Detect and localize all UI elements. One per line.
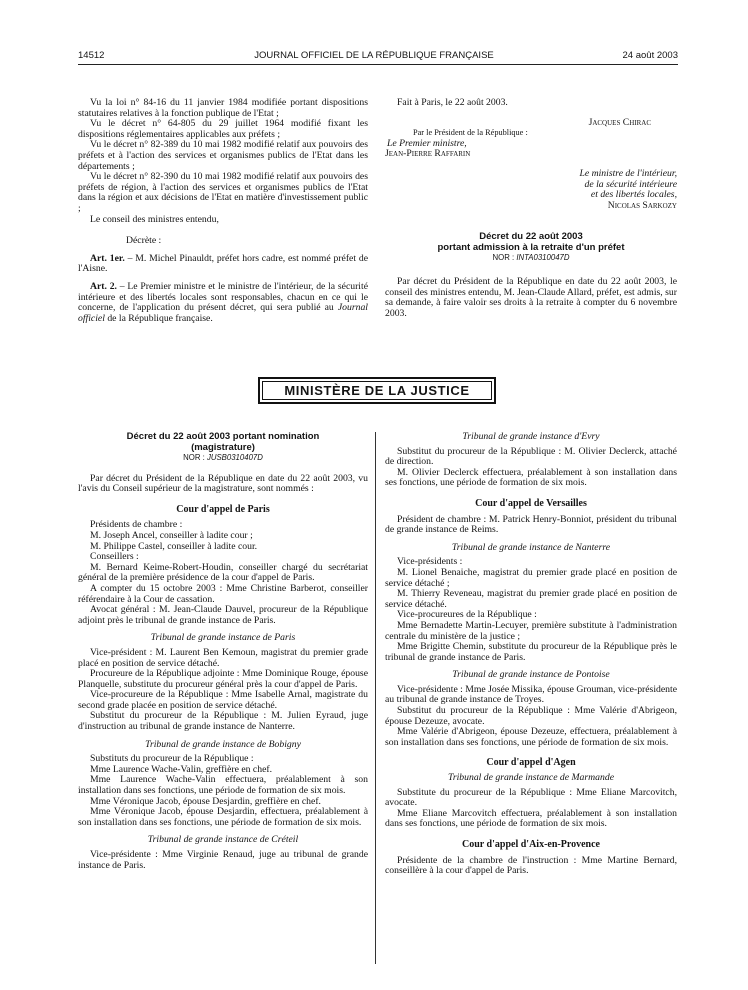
decree-title: Décret du 22 août 2003 portant nomination: [126, 431, 320, 442]
appointment-line: M. Joseph Ancel, conseiller à ladite cour ;: [90, 529, 253, 541]
header-rule: [78, 64, 678, 65]
appointment-line: Avocat général : M. Jean-Claude Dauvel, procureur de la République adjoint près le tribunal de grande instance de Paris.: [78, 604, 368, 626]
appointment-line: Substitut du procureur de la République : M. Julien Eyraud, juge d'instruction au tribunal de grande instance de Nanterre.: [78, 710, 368, 733]
appointment-line: Mme Brigitte Chemin, substitute du procureur de la République près le tribunal de grande instance de Paris.: [385, 641, 677, 663]
appointment-line: Vice-président : M. Laurent Ben Kemoun, magistrat du premier grade placé en position de service détaché.: [78, 646, 368, 669]
appointment-line: M. Thierry Reveneau, magistrat du premier grade placé en position de service détaché.: [385, 588, 677, 610]
vu-paragraph: Vu le décret n° 64-805 du 29 juillet 1964 modifié fixant les dispositions réglementaires applicables aux préfets ;: [78, 118, 368, 140]
nor-code: JUSB0310407D: [206, 453, 263, 462]
tribunal-heading: Tribunal de grande instance de Nanterre: [451, 541, 611, 553]
fait-a-paris: Fait à Paris, le 22 août 2003.: [397, 97, 508, 108]
appointment-line: Substitut du procureur de la République : Mme Valérie d'Abrigeon, épouse Dezeuze, avocate.: [385, 705, 677, 727]
decree-title: (magistrature): [191, 441, 255, 453]
appointment-line: Présidente de la chambre de l'instruction : Mme Martine Bernard, conseillère à la cour d'appel de Paris.: [385, 854, 677, 877]
bottom-left-column: [78, 432, 368, 871]
appointment-line: Conseillers :: [90, 551, 139, 563]
appointment-line: Substitut du procureur de la République : M. Olivier Declerck, attaché de direction.: [385, 445, 677, 468]
court-heading: Cour d'appel de Versailles: [475, 497, 587, 509]
appointment-line: Substituts du procureur de la République :: [90, 753, 254, 765]
court-heading: Cour d'appel de Paris: [176, 503, 270, 515]
prime-minister-title: Le Premier ministre,: [387, 137, 467, 149]
vu-paragraph: Vu le décret n° 82-390 du 10 mai 1982 modifié relatif aux pouvoirs des préfets de région, à l'action des services et organismes publics de l'Etat dans la région et aux décisions de l'Etat en matière d'investissement public ;: [78, 171, 368, 214]
appointment-line: Vice-présidente : Mme Josée Missika, épouse Grouman, vice-présidente au tribunal de grande instance de Troyes.: [385, 683, 678, 706]
appointment-line: Procureure de la République adjointe : Mme Dominique Rouge, épouse Planquelle, substitute du procureur général près la cour d'appel de Paris.: [78, 668, 368, 690]
tribunal-heading: Tribunal de grande instance de Bobigny: [145, 738, 301, 750]
appointment-line: Président de chambre : M. Patrick Henry-Bonniot, président du tribunal de grande instance de Reims.: [385, 513, 677, 536]
president-signature: Jacques Chirac: [588, 116, 651, 128]
appointment-line: Mme Valérie d'Abrigeon, épouse Dezeuze, effectuera, préalablement à son installation dans ses fonctions, une période de formation de six mois.: [385, 726, 677, 748]
article-2-text-end: de la République française.: [104, 312, 213, 324]
vu-paragraph: Vu la loi n° 84-16 du 11 janvier 1984 modifiée portant dispositions statutaires relatives à la fonction publique de l'Etat ;: [78, 97, 368, 119]
article-1-text: – M. Michel Pinauldt, préfet hors cadre, est nommé préfet de l'Aisne.: [78, 252, 369, 275]
decree-intro: Par décret du Président de la République en date du 22 août 2003, vu l'avis du Conseil supérieur de la magistrature, sont nommés :: [78, 472, 368, 495]
article-2-text: – Le Premier ministre et le ministre de l'intérieur, de la sécurité intérieure et des libertés locales sont responsables, chacun en ce qui le concerne, de l'application du présent décret, qui sera publié au: [78, 280, 368, 314]
appointment-line: Vice-présidente : Mme Virginie Renaud, juge au tribunal de grande instance de Paris.: [78, 849, 368, 871]
article-1: [78, 254, 368, 275]
minister-title: Le ministre de l'intérieur,: [579, 167, 677, 179]
nor-reference: [78, 453, 368, 464]
appointment-line: Présidents de chambre :: [90, 519, 183, 531]
nor-label: NOR :: [492, 253, 517, 263]
minister-title: et des libertés locales,: [590, 189, 677, 201]
court-heading: Cour d'appel d'Aix-en-Provence: [462, 839, 600, 850]
par-le-president: Par le Président de la République :: [413, 128, 528, 138]
decrete-label: Décrète :: [126, 235, 162, 247]
appointment-line: Vice-procureures de la République :: [397, 609, 537, 621]
appointment-line: Mme Laurence Wache-Valin effectuera, préalablement à son installation dans ses fonctions, une période de formation de six mois.: [78, 774, 368, 797]
tribunal-heading: Tribunal de grande instance de Créteil: [147, 834, 299, 846]
article-1-label: Art. 1er.: [90, 252, 125, 264]
page-number: 14512: [78, 50, 105, 61]
minister-name: Nicolas Sarkozy: [607, 199, 677, 211]
appointment-line: Mme Eliane Marcovitch effectuera, préalablement à son installation dans ses fonctions, une période de formation de six mois.: [385, 807, 677, 830]
appointment-line: M. Bernard Keime-Robert-Houdin, conseiller chargé du secrétariat général de la première présidence de la cour d'appel de Paris.: [78, 561, 368, 584]
decree-body: Par décret du Président de la République en date du 22 août 2003, le conseil des ministres entendu, M. Jean-Claude Allard, préfet, est admis, sur sa demande, à faire valoir ses droits à la retraite à compter du 6 novembre 2003.: [385, 275, 677, 319]
appointment-line: Vice-présidents :: [397, 556, 463, 568]
decree-title: Décret du 22 août 2003: [479, 231, 583, 243]
top-left-column: [78, 98, 368, 324]
top-right-column: [385, 98, 677, 319]
article-2-label: Art. 2.: [90, 280, 117, 292]
column-divider: [375, 432, 376, 964]
tribunal-heading: Tribunal de grande instance de Pontoise: [452, 669, 610, 681]
appointment-line: Mme Laurence Wache-Valin, greffière en chef.: [90, 763, 273, 775]
appointment-line: Vice-procureure de la République : Mme Isabelle Arnal, magistrate du second grade placée en position de service détaché.: [78, 689, 368, 711]
appointment-line: Mme Bernadette Martin-Lecuyer, première substitute à l'administration centrale du ministère de la justice ;: [385, 619, 677, 642]
prime-minister-name: Jean-Pierre Raffarin: [385, 148, 471, 160]
ministry-banner-label: MINISTÈRE DE LA JUSTICE: [262, 381, 492, 400]
appointment-line: M. Philippe Castel, conseiller à ladite cour.: [90, 540, 258, 552]
appointment-line: M. Lionel Benaiche, magistrat du premier grade placé en position de service détaché ;: [385, 566, 677, 589]
tribunal-heading: Tribunal de grande instance de Paris: [150, 632, 296, 644]
nor-label: NOR :: [183, 453, 207, 462]
article-2: [78, 282, 368, 324]
appointment-line: Mme Véronique Jacob, épouse Desjardin, effectuera, préalablement à son installation dans ses fonctions, une période de formation de six mois.: [78, 806, 368, 828]
journal-officiel-ref: Journal officiel: [78, 302, 368, 324]
appointment-line: Mme Véronique Jacob, épouse Desjardin, greffière en chef.: [90, 795, 321, 807]
ministry-banner: [258, 377, 496, 404]
tribunal-heading: Tribunal de grande instance d'Evry: [462, 431, 600, 442]
nor-code: INTA0310047D: [516, 253, 570, 263]
issue-date: 24 août 2003: [622, 50, 678, 61]
minister-title: de la sécurité intérieure: [584, 178, 677, 190]
vu-paragraph: Vu le décret n° 82-389 du 10 mai 1982 modifié relatif aux pouvoirs des préfets et à l'action des services et organismes publics de l'Etat dans les départements ;: [78, 139, 368, 172]
journal-title: JOURNAL OFFICIEL DE LA RÉPUBLIQUE FRANÇAISE: [254, 50, 494, 61]
appointment-line: Substitute du procureur de la République : Mme Eliane Marcovitch, avocate.: [385, 786, 677, 809]
nor-reference: [385, 253, 677, 264]
bottom-right-column: [385, 432, 677, 877]
appointment-line: M. Olivier Declerck effectuera, préalablement à son installation dans ses fonctions, une période de formation de six mois.: [385, 466, 677, 489]
court-heading: Cour d'appel d'Agen: [486, 757, 576, 769]
tribunal-heading: Tribunal de grande instance de Marmande: [447, 772, 615, 784]
council-paragraph: Le conseil des ministres entendu,: [90, 213, 219, 225]
appointment-line: A compter du 15 octobre 2003 : Mme Christine Barberot, conseiller référendaire à la Cour de cassation.: [78, 582, 368, 605]
decree-title: portant admission à la retraite d'un préfet: [437, 241, 625, 253]
